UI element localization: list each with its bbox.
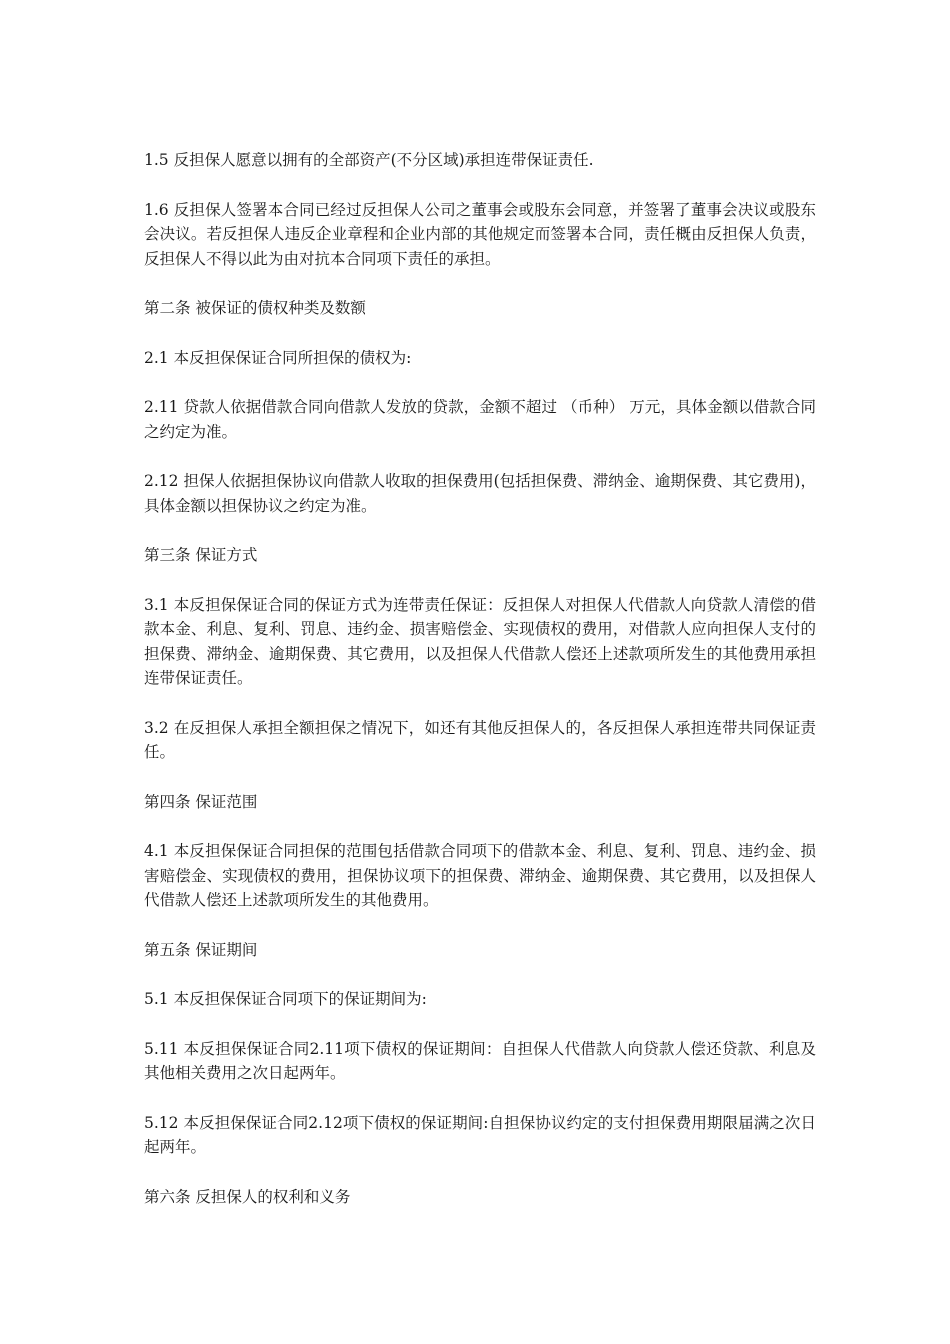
- article-3-heading: 第三条 保证方式: [144, 546, 258, 564]
- clause-2-11: 2.11 贷款人依据借款合同向借款人发放的贷款，金额不超过 （币种） 万元，具体金额以借款合同之约定为准。: [144, 398, 816, 441]
- clause-4-1: 4.1 本反担保保证合同担保的范围包括借款合同项下的借款本金、利息、复利、罚息、违约金、损害赔偿金、实现债权的费用，担保协议项下的担保费、滞纳金、逾期保费、其它费用，以及担保人代借款人偿还上述款项所发生的其他费用。: [144, 842, 816, 909]
- article-2-heading: 第二条 被保证的债权种类及数额: [144, 299, 366, 317]
- clause-5-11: 5.11 本反担保保证合同2.11项下债权的保证期间：自担保人代借款人向贷款人偿还贷款、利息及其他相关费用之次日起两年。: [144, 1039, 816, 1082]
- clause-3-2: 3.2 在反担保人承担全额担保之情况下，如还有其他反担保人的，各反担保人承担连带共同保证责任。: [144, 718, 816, 761]
- clause-1-6: 1.6 反担保人签署本合同已经过反担保人公司之董事会或股东会同意，并签署了董事会决议或股东会决议。若反担保人违反企业章程和企业内部的其他规定而签署本合同，责任概由反担保人负责，反担保人不得以此为由对抗本合同项下责任的承担。: [144, 200, 816, 268]
- clause-3-1: 3.1 本反担保保证合同的保证方式为连带责任保证：反担保人对担保人代借款人向贷款人清偿的借款本金、利息、复利、罚息、违约金、损害赔偿金、实现债权的费用，对借款人应向担保人支付的担保费、滞纳金、逾期保费、其它费用，以及担保人代借款人偿还上述款项所发生的其他费用承担连带保证责任。: [144, 595, 816, 687]
- clause-1-5: 1.5 反担保人愿意以拥有的全部资产(不分区域)承担连带保证责任.: [144, 151, 594, 169]
- document-body: [144, 148, 816, 1234]
- clause-2-1: 2.1 本反担保保证合同所担保的债权为:: [144, 348, 412, 367]
- article-4-heading: 第四条 保证范围: [144, 792, 258, 811]
- clause-5-1: 5.1 本反担保保证合同项下的保证期间为:: [144, 990, 427, 1008]
- article-5-heading: 第五条 保证期间: [144, 940, 258, 959]
- clause-2-12: 2.12 担保人依据担保协议向借款人收取的担保费用(包括担保费、滞纳金、逾期保费、其它费用)，具体金额以担保协议之约定为准。: [144, 472, 816, 515]
- article-6-heading: 第六条 反担保人的权利和义务: [144, 1187, 351, 1206]
- clause-5-12: 5.12 本反担保保证合同2.12项下债权的保证期间:自担保协议约定的支付担保费用期限届满之次日起两年。: [144, 1113, 816, 1156]
